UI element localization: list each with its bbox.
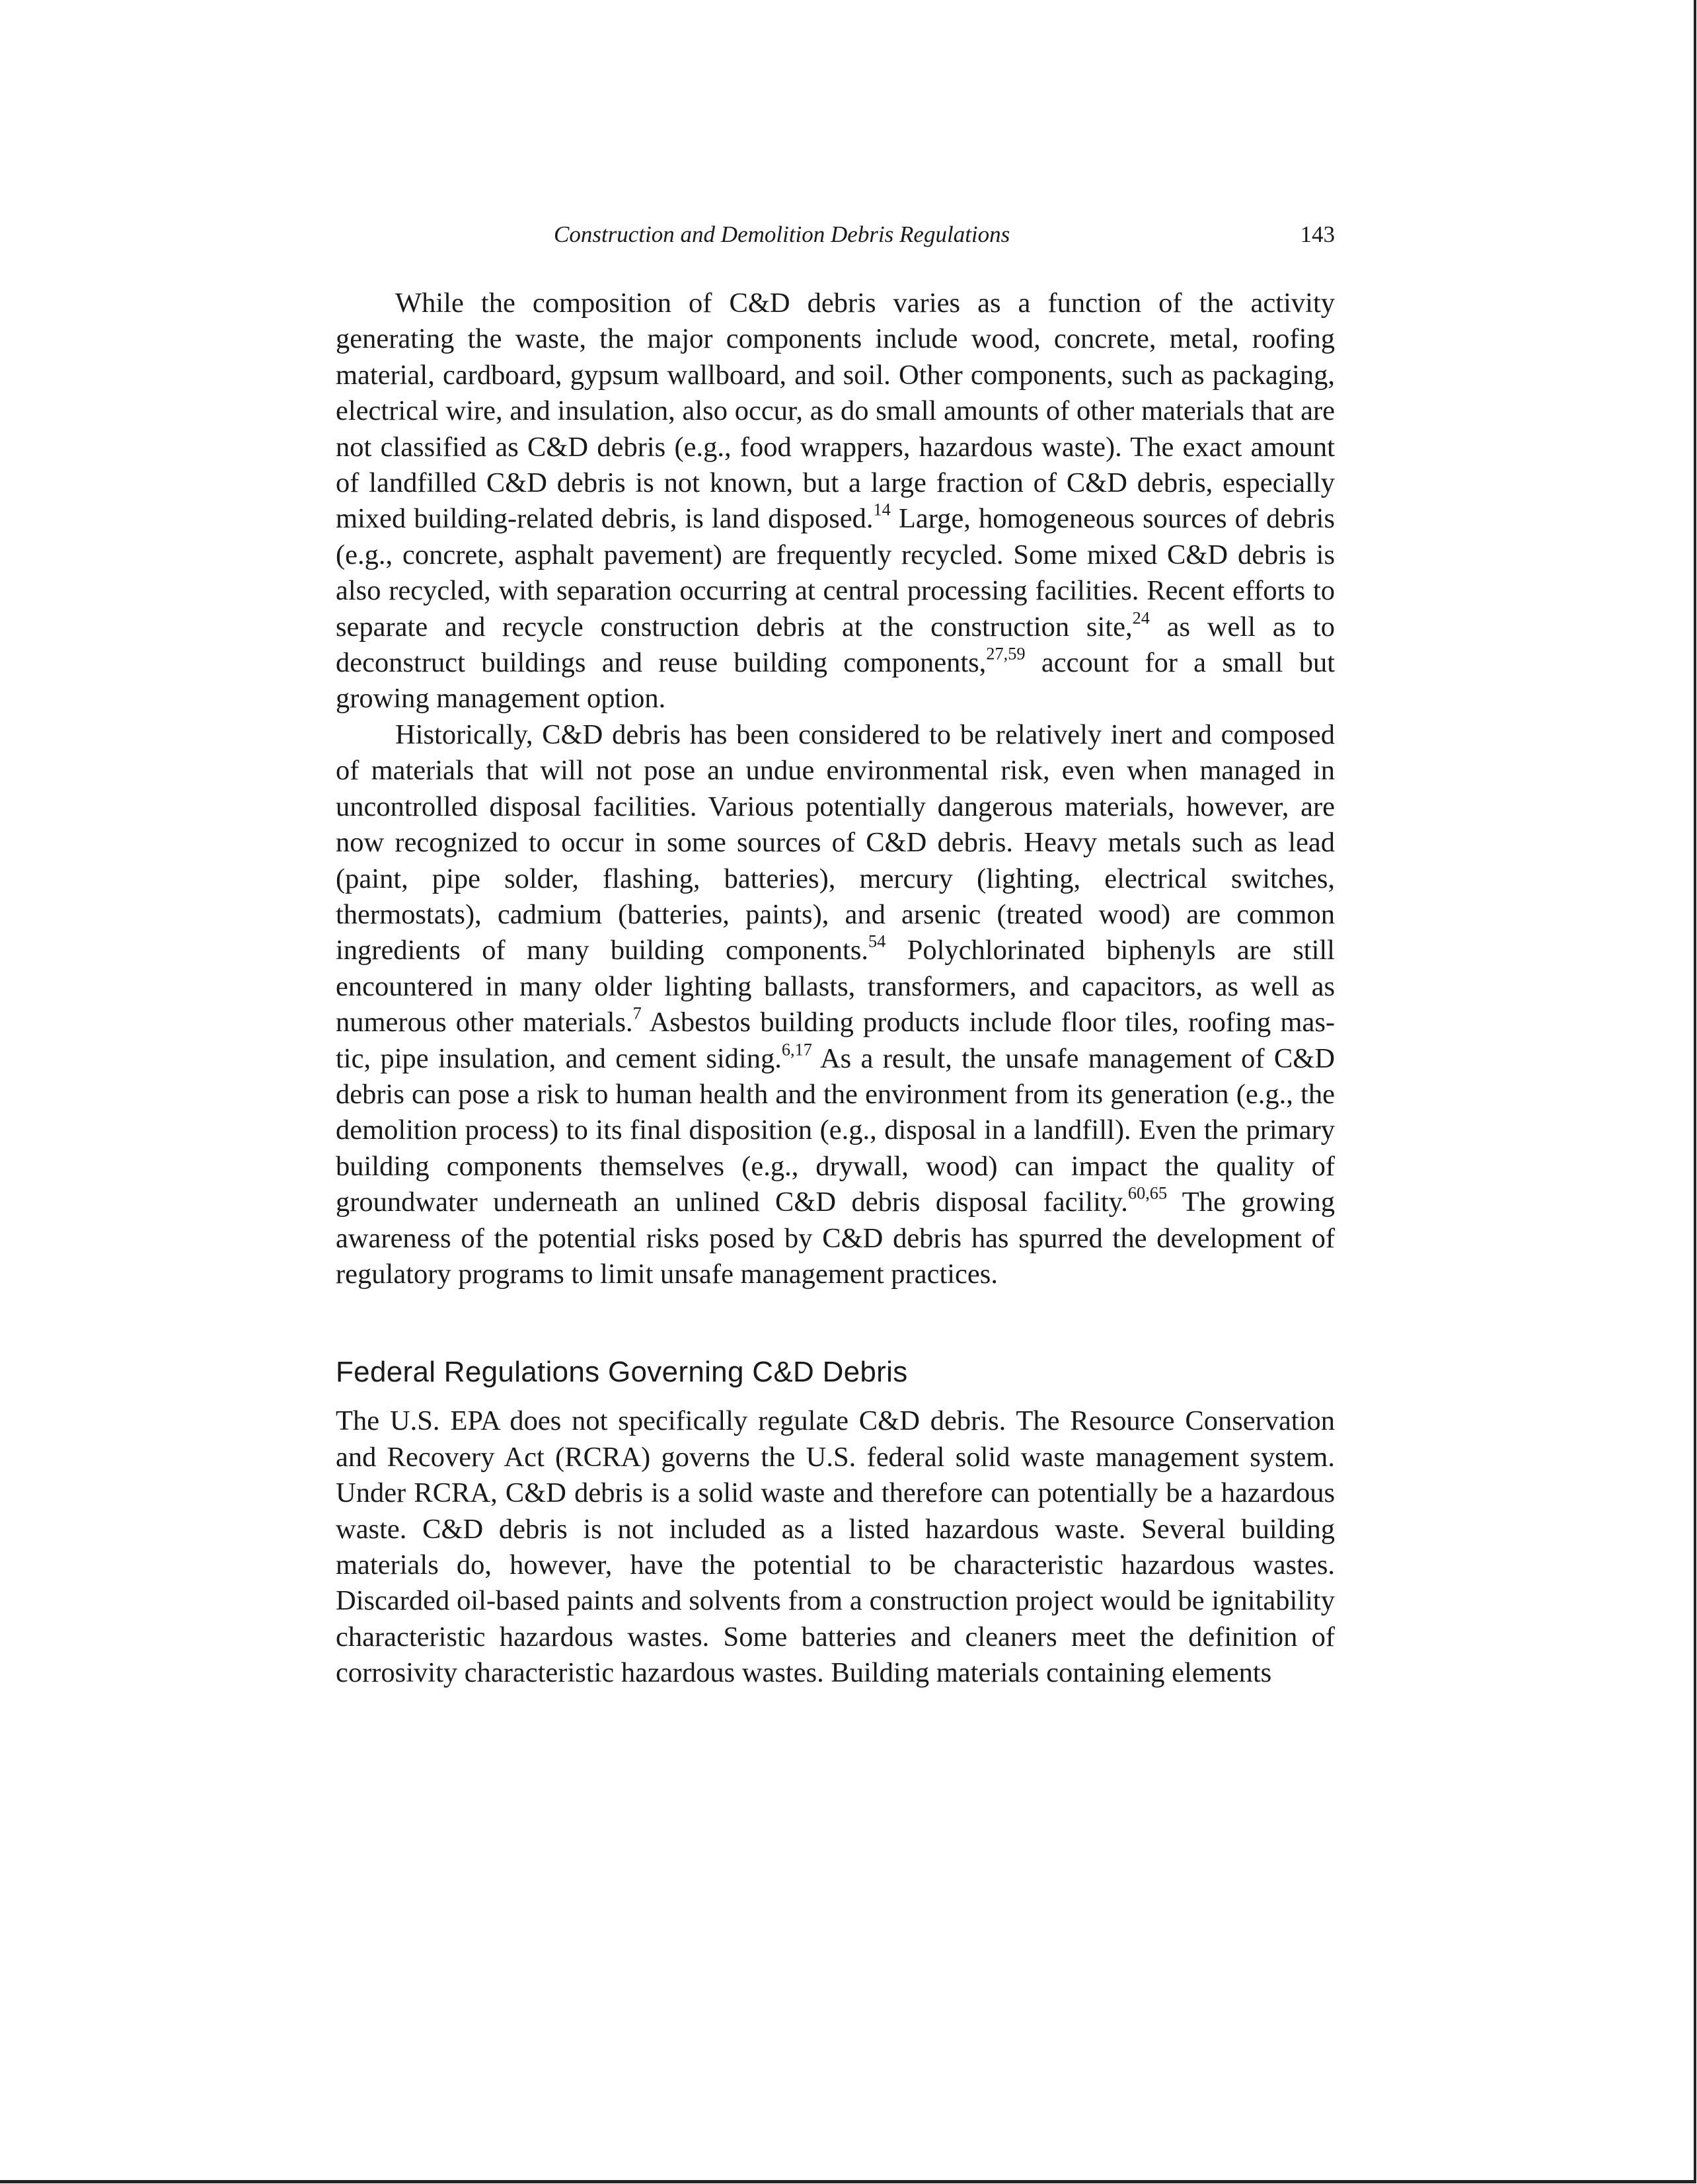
paragraph-federal-regulations: The U.S. EPA does not specifically regulate C&D debris. The Resource Conservation and Recovery Act (RCRA) governs the U.S. federal solid waste management system. Under RCRA, C&D debris is a solid waste and therefore can potentially be a hazardous waste. C&D debris is not included as a listed hazardous waste. Several building materials do, however, have the potential to be characteristic hazardous wastes. Discarded oil-based paints and solvents from a construction project would be ignitability characteristic hazardous wastes. Some batteries and cleaners meet the definition of corrosivity characteristic hazardous wastes. Building materials containing elements	[336, 1405, 1335, 1689]
paragraph-composition: While the composition of C&D debris varies as a function of the activity generating the waste, the major components include wood, concrete, metal, roofing material, cardboard, gypsum wallboard, and soil. Other components, such as packaging, electrical wire, and insulation, also occur, as do small amounts of other materials that are not classified as C&D debris (e.g., food wrappers, hazardous waste). The exact amount of landfilled C&D debris is not known, but a large fraction of C&D debris, especially mixed building-related debris, is land disposed.$^{14}$ Large, homogeneous sources of debris (e.g., concrete, asphalt pavement) are frequently recycled. Some mixed C&D debris is also recycled, with separation occurring at central processing facilities. Recent efforts to separate and recycle construction debris at the construction site,$^{24}$ as well as to deconstruct buildings and reuse building components,$^{27,59}$ account for a small but growing management option.	[336, 288, 1336, 715]
page-number: 143	[1300, 221, 1335, 247]
paragraph-history: Historically, C&D debris has been considered to be relatively inert and composed of materials that will not pose an undue environmental risk, even when managed in uncontrolled disposal facilities. Various potentially dangerous materials, however, are now recognized to occur in some sources of C&D debris. Heavy metals such as lead (paint, pipe solder, flashing, batteries), mercury (lighting, electrical switches, thermostats), cadmium (batteries, paints), and arsenic (treated wood) are common ingredients of many building components.$^{54}$ Polychlorinated biphenyls are still encountered in many older lighting ballasts, transformers, and capacitors, as well as numerous other materials.$^7$ Asbestos building products include floor tiles, roofing mastic, pipe insulation, and cement siding.$^{6,17}$ As a result, the unsafe management of C&D debris can pose a risk to human health and the environment from its generation (e.g., the demolition process) to its final disposition (e.g., disposal in a landfill). Even the primary building components themselves (e.g., drywall, wood) can impact the quality of groundwater underneath an unlined C&D debris disposal facility.$^{60,65}$ The growing awareness of the potential risks posed by C&D debris has spurred the development of regulatory programs to limit unsafe management practices.	[336, 719, 1336, 1290]
footnote-reference: 27,59	[986, 644, 1026, 664]
footnote-reference: 54	[868, 931, 886, 951]
section-heading: Federal Regulations Governing C&D Debris	[336, 1356, 908, 1389]
footnote-reference: 7	[632, 1003, 642, 1023]
running-title: Construction and Demolition Debris Regulations	[554, 221, 1010, 247]
footnote-reference: 24	[1132, 608, 1150, 628]
body-text	[336, 286, 1335, 1692]
running-header	[336, 218, 1335, 251]
footnote-reference: 60,65	[1127, 1183, 1168, 1203]
footnote-reference: 6,17	[781, 1040, 812, 1060]
footnote-reference: 14	[873, 500, 891, 520]
